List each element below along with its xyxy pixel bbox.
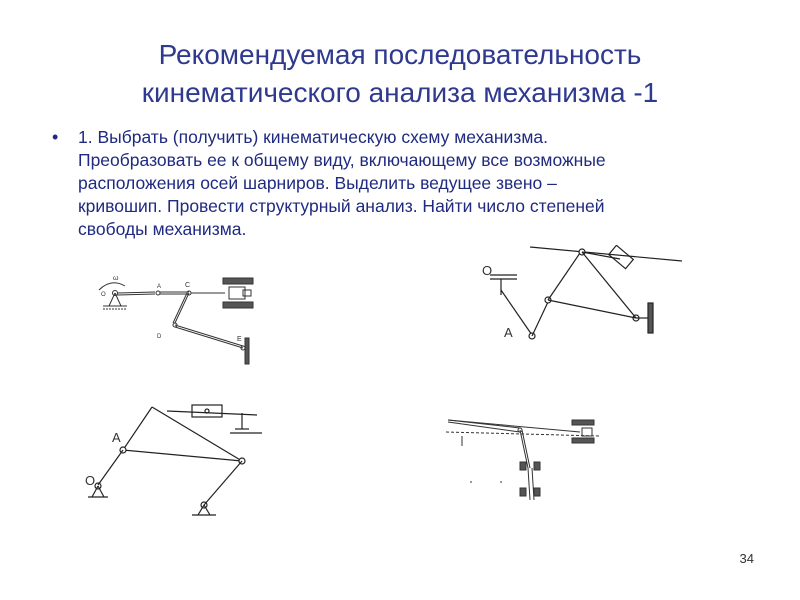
- label-o: O: [482, 263, 493, 278]
- mechanism-sketch-bottom-right: [440, 410, 610, 510]
- svg-text:C: C: [185, 282, 191, 289]
- bullet-marker: •: [52, 127, 59, 147]
- mechanism-sketch-bottom-left: [82, 395, 272, 525]
- bullet-line-1: 1. Выбрать (получить) кинематическую схему механизма.: [78, 127, 548, 147]
- svg-text:D: D: [157, 334, 162, 340]
- label-a: A: [504, 325, 513, 340]
- svg-text:O: O: [101, 292, 106, 298]
- bullet-line-4: кривошип. Провести структурный анализ. Найти число степеней: [78, 196, 605, 216]
- omega-label: ω: [113, 275, 119, 282]
- bullet-line-2: Преобразовать ее к общему виду, включающему все возможные: [78, 150, 606, 170]
- bullet-line-3: расположения осей шарниров. Выделить ведущее звено –: [78, 173, 557, 193]
- page-number: 34: [739, 551, 754, 566]
- title-line-2: кинематического анализа механизма -1: [141, 77, 659, 108]
- svg-text:A: A: [157, 284, 162, 290]
- mechanism-sketch-top-left: [95, 268, 265, 368]
- bullet-line-5: свободы механизма.: [78, 219, 247, 239]
- slide-title: [60, 36, 740, 112]
- svg-text:E: E: [237, 336, 242, 343]
- label-o-2: O: [85, 473, 96, 488]
- title-line-1: Рекомендуемая последовательность: [158, 39, 642, 70]
- mechanism-sketch-top-right: [470, 245, 690, 345]
- label-a-2: A: [112, 430, 121, 445]
- bullet-text: [78, 126, 758, 241]
